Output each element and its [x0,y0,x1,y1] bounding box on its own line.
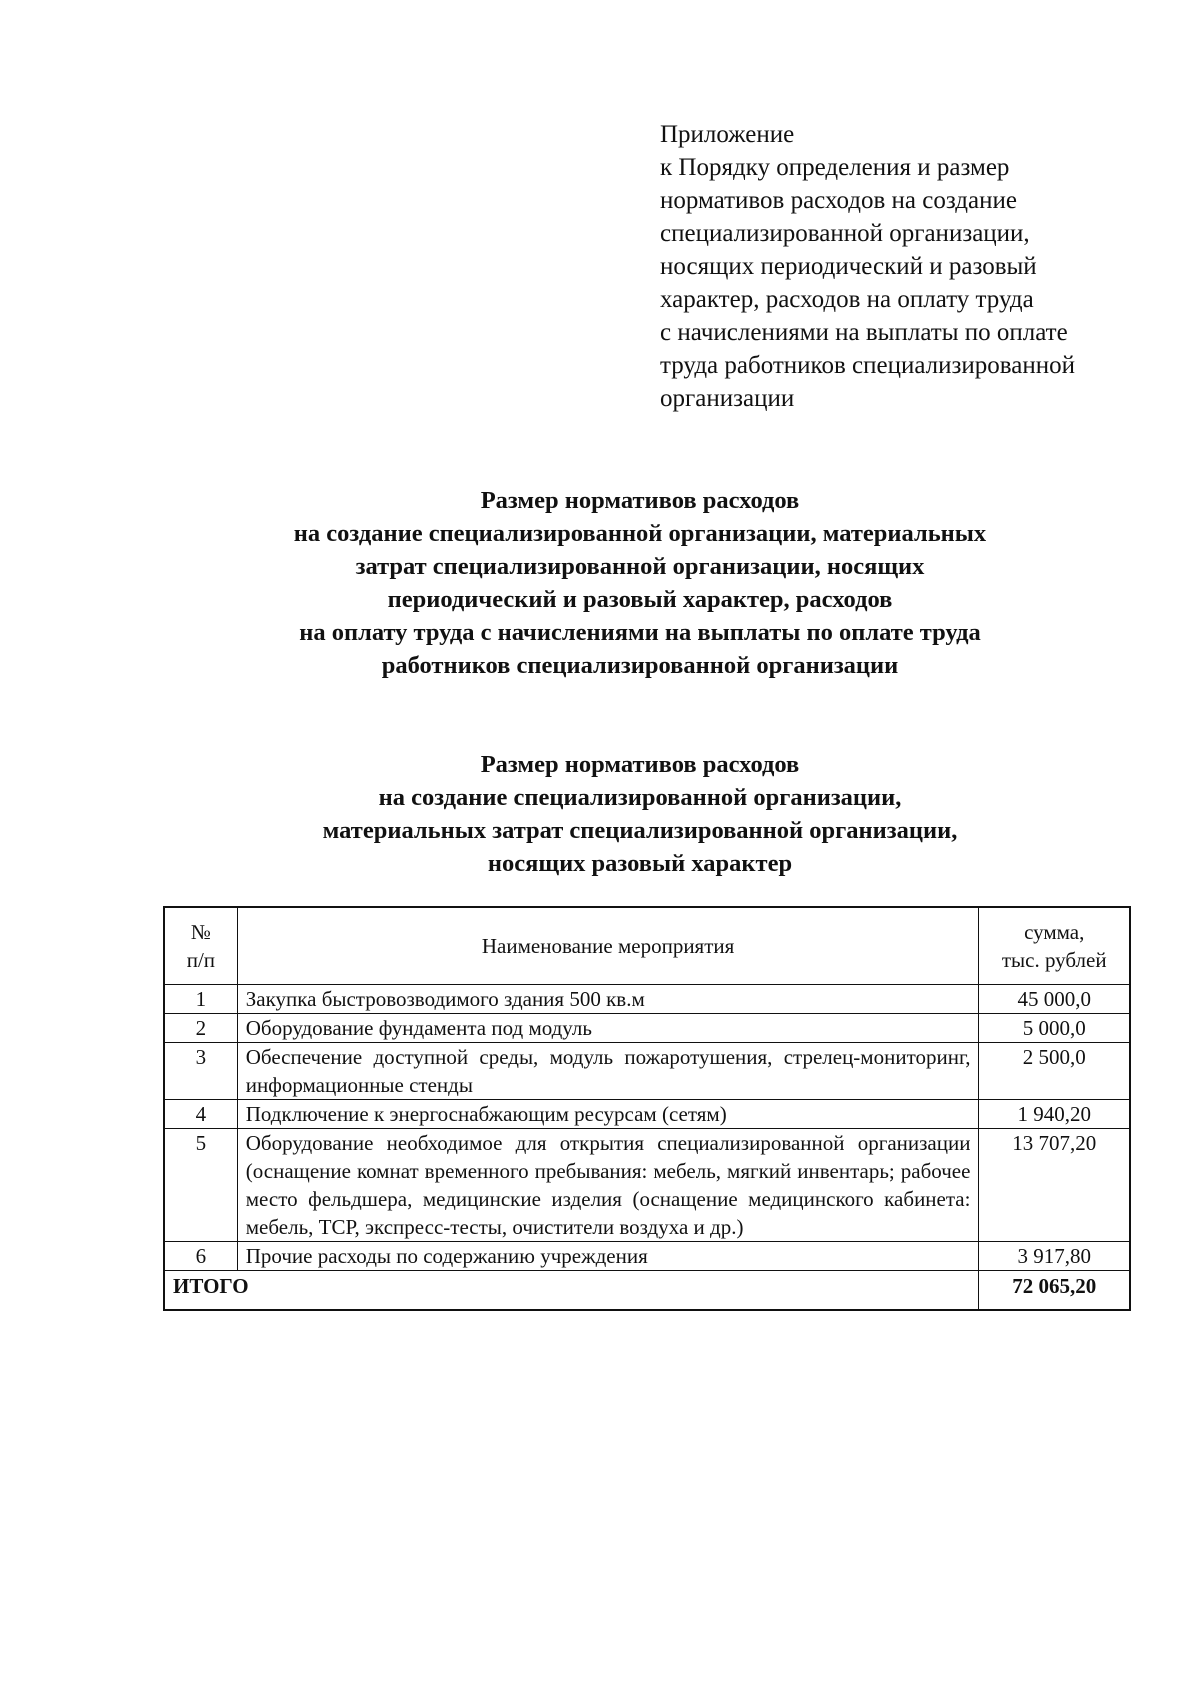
main-title-line: работников специализированной организации [381,652,899,679]
table-row [164,985,1130,1014]
row-num: 4 [164,1100,237,1129]
appendix-line: нормативов расходов на создание [660,187,1017,214]
total-label: ИТОГО [164,1271,979,1311]
table-row [164,1043,1130,1100]
header-sum-line2: тыс. рублей [1001,948,1107,972]
main-title [150,484,1130,682]
table-header-row [164,907,1130,985]
sub-title [150,748,1130,880]
appendix-line: организации [660,385,795,412]
row-name: Обеспечение доступной среды, модуль пожаротушения, стрелец-мониторинг, информационные стенды [237,1043,979,1100]
header-name: Наименование мероприятия [237,907,979,985]
row-sum: 13 707,20 [979,1129,1130,1242]
row-name: Закупка быстровозводимого здания 500 кв.м [237,985,979,1014]
appendix-line: с начислениями на выплаты по оплате [660,319,1068,346]
appendix-line: специализированной организации, [660,220,1030,247]
header-num [164,907,237,985]
row-num: 5 [164,1129,237,1242]
total-sum: 72 065,20 [979,1271,1130,1311]
table-row [164,1100,1130,1129]
total-row [164,1271,1130,1311]
table-row [164,1014,1130,1043]
appendix-note [660,118,1180,415]
table-row [164,1129,1130,1242]
sub-title-line: носящих разовый характер [487,850,793,877]
row-sum: 5 000,0 [979,1014,1130,1043]
sub-title-line: материальных затрат специализированной организации, [322,817,958,844]
sub-title-line: Размер нормативов расходов [480,751,800,778]
header-num-line2: п/п [186,948,216,972]
appendix-line: Приложение [660,121,795,148]
row-name: Оборудование фундамента под модуль [237,1014,979,1043]
main-title-line: периодический и разовый характер, расходов [387,586,893,613]
row-sum: 3 917,80 [979,1242,1130,1271]
row-num: 6 [164,1242,237,1271]
appendix-line: носящих периодический и разовый [660,253,1037,280]
row-name: Прочие расходы по содержанию учреждения [237,1242,979,1271]
row-sum: 1 940,20 [979,1100,1130,1129]
main-title-line: на создание специализированной организации, материальных [293,520,987,547]
appendix-line: труда работников специализированной [660,352,1075,379]
appendix-line: к Порядку определения и размер [660,154,1010,181]
header-sum [979,907,1130,985]
row-num: 2 [164,1014,237,1043]
row-name: Оборудование необходимое для открытия специализированной организации (оснащение комнат временного пребывания: мебель, мягкий инвентарь; рабочее место фельдшера, медицинские изделия (оснащение медицинского кабинета: мебель, ТСР, экспресс-тесты, очистители воздуха и др.) [237,1129,979,1242]
cost-table [163,906,1131,1311]
row-sum: 2 500,0 [979,1043,1130,1100]
main-title-line: Размер нормативов расходов [480,487,800,514]
row-name: Подключение к энергоснабжающим ресурсам (сетям) [237,1100,979,1129]
row-num: 3 [164,1043,237,1100]
header-sum-line1: сумма, [1024,920,1085,944]
row-sum: 45 000,0 [979,985,1130,1014]
main-title-line: на оплату труда с начислениями на выплаты по оплате труда [299,619,981,646]
header-num-line1: № [190,920,211,944]
table-row [164,1242,1130,1271]
main-title-line: затрат специализированной организации, носящих [355,553,925,580]
appendix-line: характер, расходов на оплату труда [660,286,1034,313]
row-num: 1 [164,985,237,1014]
sub-title-line: на создание специализированной организации, [378,784,902,811]
